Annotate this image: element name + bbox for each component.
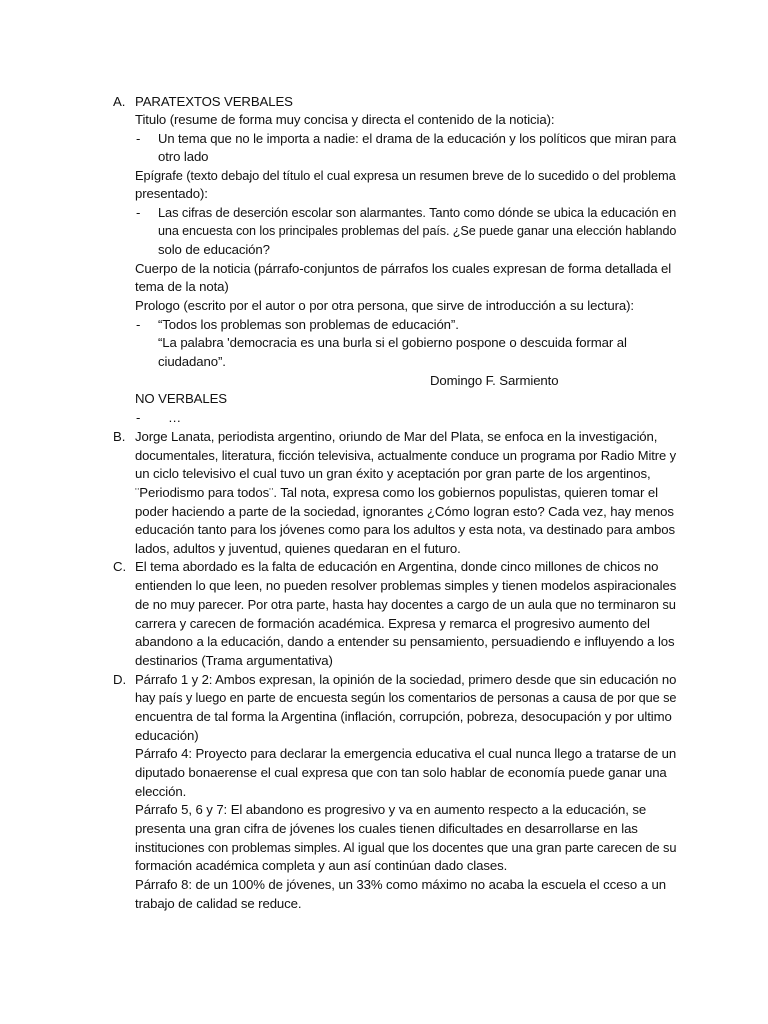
section-b-line: un ciclo televisivo el cual tuvo un gran éxito y aceptación por gran parte de los argentinos, [135, 466, 651, 481]
no-verbales-dash: - [136, 410, 141, 425]
section-c-line: El tema abordado es la falta de educación en Argentina, donde cinco millones de chicos no [135, 559, 659, 574]
prologo-dash: - [136, 317, 141, 332]
section-d-line: presenta una gran cifra de jóvenes los cuales tienen dificultades en desarrollarse en las [135, 821, 638, 836]
section-d-line: Párrafo 1 y 2: Ambos expresan, la opinión de la sociedad, primero desde que sin educación no [135, 672, 677, 687]
section-d-line: Párrafo 5, 6 y 7: El abandono es progresivo y va en aumento respecto a la educación, se [135, 802, 647, 817]
section-d-marker: D. [113, 672, 127, 687]
section-d-line: hay país y luego en parte de encuesta según los comentarios de personas a causa de por que se [135, 690, 677, 705]
epigrafe-text-line: solo de educación? [158, 242, 270, 257]
titulo-dash: - [136, 131, 141, 146]
section-b-line: ¨Periodismo para todos¨. Tal nota, expresa como los gobiernos populistas, quieren tomar el [135, 485, 658, 500]
section-c-line: de no muy parecer. Por otra parte, hasta hay docentes a cargo de un aula que no terminaron su [135, 597, 676, 612]
section-c-line: abandono a la educación, dando a entender su pensamiento, persuadiendo e influyendo a los [135, 634, 675, 649]
prologo-label: Prologo (escrito por el autor o por otra persona, que sirve de introducción a su lectura): [135, 298, 634, 313]
section-d-line: elección. [135, 784, 187, 799]
epigrafe-text-line: Las cifras de deserción escolar son alarmantes. Tanto como dónde se ubica la educación en [158, 205, 677, 220]
section-c-line: entienden lo que leen, no pueden resolver problemas simples y tienen modelos aspiracionales [135, 578, 677, 593]
titulo-label: Titulo (resume de forma muy concisa y directa el contenido de la noticia): [135, 112, 555, 127]
titulo-text-line: Un tema que no le importa a nadie: el drama de la educación y los políticos que miran para [158, 131, 677, 146]
epigrafe-label-line: presentado): [135, 186, 208, 201]
section-d-line: educación) [135, 728, 199, 743]
section-b-marker: B. [113, 429, 126, 444]
epigrafe-text-line: una encuesta con los principales problemas del país. ¿Se puede ganar una elección hablando [158, 223, 677, 238]
prologo-quote-line: “Todos los problemas son problemas de educación”. [158, 317, 459, 332]
section-c-line: carrera y carecen de formación académica. Expresa y remarca el progresivo aumento del [135, 616, 650, 631]
titulo-text-line: otro lado [158, 149, 209, 164]
epigrafe-label-line: Epígrafe (texto debajo del título el cual expresa un resumen breve de lo sucedido o del problema [135, 168, 676, 183]
section-d-line: Párrafo 8: de un 100% de jóvenes, un 33% como máximo no acaba la escuela el cceso a un [135, 877, 666, 892]
no-verbales-item: … [168, 410, 182, 425]
section-c-line: destinarios (Trama argumentativa) [135, 653, 333, 668]
section-d-line: formación académica completa y aun así continúan dado clases. [135, 858, 508, 873]
section-d-line: diputado bonaerense el cual expresa que con tan solo hablar de economía puede ganar una [135, 765, 667, 780]
section-a-heading: PARATEXTOS VERBALES [135, 94, 293, 109]
prologo-quote-line: “La palabra 'democracia es una burla si el gobierno pospone o descuida formar al [158, 335, 627, 350]
section-b-line: poder haciendo a parte de la sociedad, ignorantes ¿Cómo logran esto? Cada vez, hay menos [135, 504, 674, 519]
section-b-line: lados, adultos y juventud, quienes quedaran en el futuro. [135, 541, 461, 556]
section-b-line: Jorge Lanata, periodista argentino, oriundo de Mar del Plata, se enfoca en la investigación, [135, 429, 658, 444]
prologo-author: Domingo F. Sarmiento [430, 373, 559, 388]
section-d-line: instituciones con problemas simples. Al igual que los docentes que una gran parte carecen de su [135, 840, 677, 855]
section-b-line: documentales, literatura, ficción televisiva, actualmente conduce un programa por Radio Mitre y [135, 448, 677, 463]
section-c-marker: C. [113, 559, 127, 574]
epigrafe-dash: - [136, 205, 141, 220]
section-d-line: trabajo de calidad se reduce. [135, 896, 302, 911]
section-b-line: educación tanto para los jóvenes como para los adultos y esta nota, va destinado para ambos [135, 522, 675, 537]
prologo-quote-line: ciudadano”. [158, 354, 226, 369]
no-verbales-label: NO VERBALES [135, 391, 227, 406]
cuerpo-label-line: tema de la nota) [135, 279, 229, 294]
section-d-line: Párrafo 4: Proyecto para declarar la emergencia educativa el cual nunca llego a tratarse de un [135, 746, 677, 761]
cuerpo-label-line: Cuerpo de la noticia (párrafo-conjuntos de párrafos los cuales expresan de forma detallada el [135, 261, 672, 276]
section-d-line: encuentra de tal forma la Argentina (inflación, corrupción, pobreza, desocupación y por ultimo [135, 709, 672, 724]
section-a-marker: A. [113, 94, 126, 109]
